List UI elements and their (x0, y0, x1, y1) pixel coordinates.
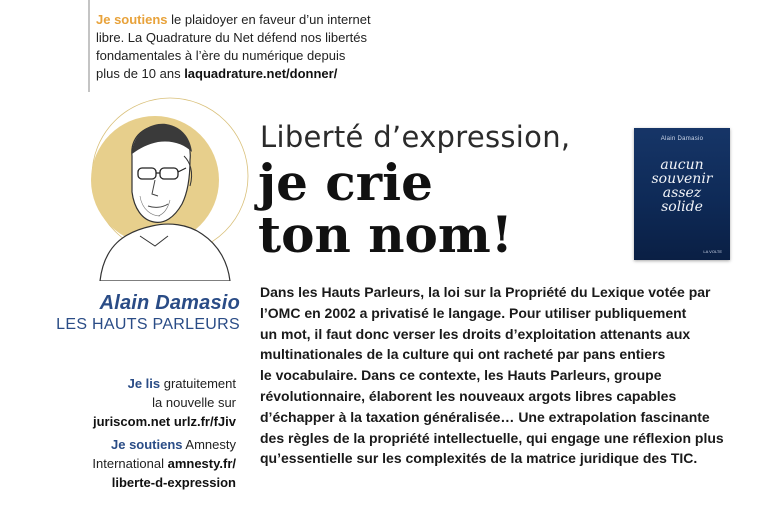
top-divider (88, 0, 90, 92)
body-line: le vocabulaire. Dans ce contexte, les Hauts Parleurs, groupe (260, 367, 662, 384)
body-line: Dans les Hauts Parleurs, la loi sur la Propriété du Lexique votée par (260, 284, 711, 300)
support-line2: libre. La Quadrature du Net défend nos libertés (96, 30, 368, 45)
book-cover-title (642, 158, 722, 214)
amnesty-link-part1[interactable]: amnesty.fr/ (167, 456, 236, 471)
read-label: Je lis (127, 376, 161, 391)
author-name: Alain Damasio (99, 292, 240, 314)
support-note (60, 435, 236, 492)
body-line: des règles de la propriété intellectuelle, qui engage une réflexion plus (260, 429, 724, 446)
support-text1: Amnesty (182, 437, 236, 452)
read-text1: gratuitement (160, 376, 236, 391)
body-line: d’échapper à la taxation généralisée… Une extrapolation fascinante (260, 408, 710, 425)
body-line: qu’essentielle sur les complexités de la matrice juridique des TIC. (260, 450, 698, 467)
donate-link[interactable]: laquadrature.net/donner/ (184, 66, 338, 81)
book-cover-title-line: solide (661, 199, 703, 215)
top-support-note (96, 11, 396, 83)
book-cover-title-line: assez (662, 185, 702, 201)
headline-light: Liberté d’expression, (260, 120, 571, 154)
headline-bold-line2: ton nom! (258, 205, 513, 264)
book-title-label: LES HAUTS PARLEURS (56, 316, 240, 333)
support-line4: plus de 10 ans (96, 66, 185, 81)
side-note (60, 374, 236, 496)
book-cover-publisher: LA VOLTE (703, 249, 722, 254)
book-cover-author: Alain Damasio (660, 136, 704, 142)
amnesty-link-part2[interactable]: liberte-d-expression (111, 475, 236, 490)
read-note (60, 374, 236, 431)
read-text2: la nouvelle sur (152, 395, 236, 410)
book-cover-title-line: souvenir (651, 171, 713, 187)
body-line: révolutionnaire, élaborent les nouveaux argots libres capables (260, 387, 677, 404)
headline-bold-line1: je crie (258, 153, 433, 212)
support-line3: fondamentales à l’ère du numérique depuis (96, 48, 346, 63)
body-line: un mot, il faut donc verser les droits d’exploitation attenants aux (260, 325, 691, 342)
body-line: l’OMC en 2002 a privatisé le langage. Pour utiliser publiquement (260, 304, 687, 321)
support-line1: le plaidoyer en faveur d’un internet (167, 12, 371, 27)
book-cover-image (634, 128, 730, 260)
body-line: multinationales de la culture qui ont racheté par pans entiers (260, 346, 666, 363)
support-text2: International (92, 456, 168, 471)
support-label: Je soutiens (111, 437, 183, 452)
book-cover-title-line: aucun (660, 157, 704, 173)
support-highlight: Je soutiens (96, 12, 168, 27)
read-links[interactable]: juriscom.net urlz.fr/fJiv (92, 414, 236, 429)
headline-bold (258, 153, 513, 264)
article-body (260, 282, 750, 469)
author-portrait-illustration (60, 96, 270, 281)
